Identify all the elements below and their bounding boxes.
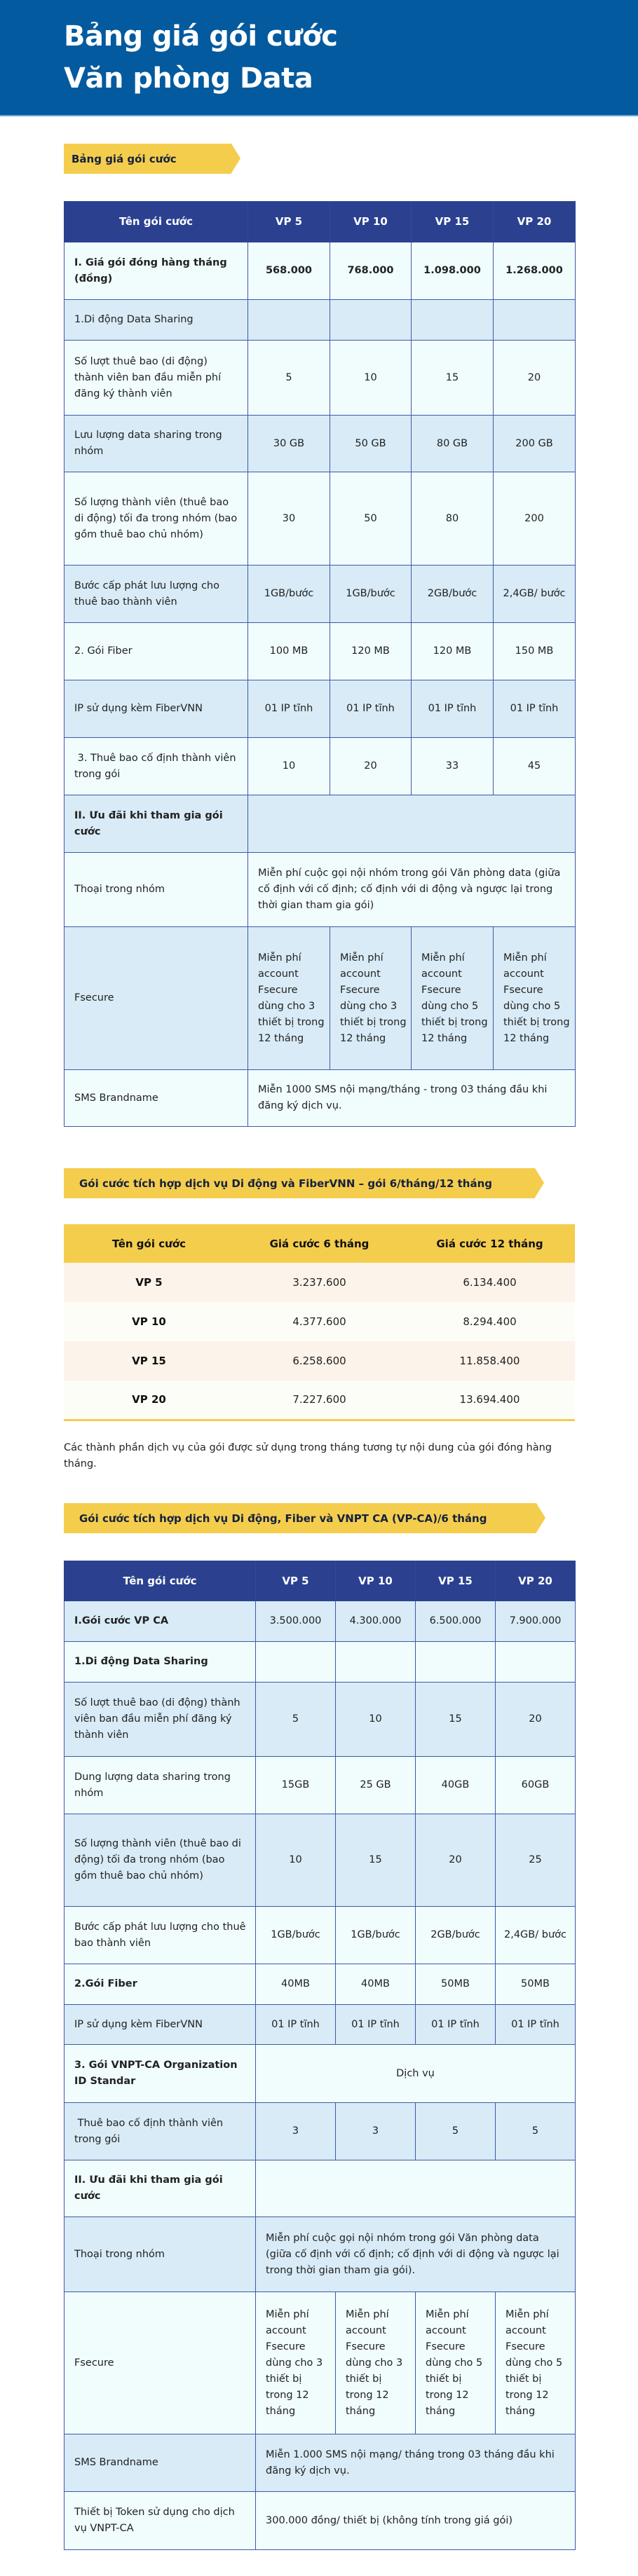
header-cell: VP 20 — [494, 202, 576, 242]
row-label: II. Ưu đãi khi tham gia gói cước — [65, 2160, 256, 2217]
table-row — [65, 2292, 576, 2434]
period-price-table — [64, 1224, 575, 1421]
cell — [336, 1642, 416, 1683]
row-label: 1.Di động Data Sharing — [65, 1642, 256, 1683]
header-cell: VP 5 — [256, 1561, 336, 1601]
table-row — [64, 1263, 575, 1302]
monthly-price-table — [64, 201, 576, 1127]
cell: 1.098.000 — [412, 242, 494, 300]
cell: 10 — [330, 341, 412, 416]
table-row — [65, 680, 576, 738]
table-row — [65, 566, 576, 623]
table-row — [65, 1757, 576, 1814]
cell: 50 — [330, 472, 412, 566]
cell: 200 GB — [494, 416, 576, 472]
cell: 25 GB — [336, 1757, 416, 1814]
cell: 15 — [412, 341, 494, 416]
table-row — [65, 2045, 576, 2103]
cell: 10 — [256, 1814, 336, 1907]
page-banner — [0, 0, 638, 116]
cell: 5 — [496, 2103, 576, 2160]
cell: 1GB/bước — [330, 566, 412, 623]
cell: Miễn phí account Fsecure dùng cho 5 thiết bị trong 12 tháng — [496, 2292, 576, 2434]
header-cell: VP 15 — [416, 1561, 496, 1601]
cell: 3.500.000 — [256, 1601, 336, 1642]
cell: 1GB/bước — [336, 1907, 416, 1964]
cell: 5 — [256, 1683, 336, 1757]
cell: 50MB — [416, 1964, 496, 2005]
price-12-months: 6.134.400 — [405, 1263, 575, 1302]
table-row — [65, 2434, 576, 2492]
row-label: Fsecure — [65, 2292, 256, 2434]
merged-cell: Miễn 1.000 SMS nội mạng/ tháng trong 03 tháng đầu khi đăng ký dịch vụ. — [256, 2434, 576, 2492]
cell: 01 IP tĩnh — [494, 680, 576, 738]
section2-note: Các thành phần dịch vụ của gói được sử dụng trong tháng tương tự nội dung của gói đóng hàng tháng. — [64, 1442, 552, 1469]
row-label: Thoại trong nhóm — [65, 853, 248, 927]
cell: 768.000 — [330, 242, 412, 300]
cell: 20 — [496, 1683, 576, 1757]
row-label: SMS Brandname — [65, 2434, 256, 2492]
cell: 5 — [248, 341, 330, 416]
row-label: Bước cấp phát lưu lượng cho thuê bao thành viên — [65, 1907, 256, 1964]
cell — [256, 1642, 336, 1683]
merged-cell: 300.000 đồng/ thiết bị (không tính trong giá gói) — [256, 2492, 576, 2550]
cell — [412, 300, 494, 341]
table-row — [65, 416, 576, 472]
cell: Miễn phí account Fsecure dùng cho 3 thiết bị trong 12 tháng — [330, 927, 412, 1070]
header-cell: Giá cước 6 tháng — [234, 1224, 405, 1263]
table-row — [65, 738, 576, 795]
table-row — [65, 2103, 576, 2160]
table-row — [65, 300, 576, 341]
header-cell: Giá cước 12 tháng — [405, 1224, 575, 1263]
vp-ca-price-table — [64, 1561, 576, 2550]
cell: 40MB — [336, 1964, 416, 2005]
cell: 01 IP tĩnh — [336, 2005, 416, 2045]
cell: 33 — [412, 738, 494, 795]
cell: 120 MB — [412, 623, 494, 680]
cell: Miễn phí account Fsecure dùng cho 5 thiết bị trong 12 tháng — [416, 2292, 496, 2434]
table-row — [64, 1381, 575, 1420]
empty-cell — [248, 795, 576, 853]
cell: 20 — [416, 1814, 496, 1907]
row-label: IP sử dụng kèm FiberVNN — [65, 2005, 256, 2045]
page-title — [64, 15, 337, 100]
cell: 50 GB — [330, 416, 412, 472]
row-label: I.Gói cước VP CA — [65, 1601, 256, 1642]
cell: 120 MB — [330, 623, 412, 680]
row-label: I. Giá gói đóng hàng tháng (đồng) — [65, 242, 248, 300]
table-row — [65, 472, 576, 566]
cell: 10 — [336, 1683, 416, 1757]
table-row — [65, 2005, 576, 2045]
header-cell: VP 15 — [412, 202, 494, 242]
cell: 01 IP tĩnh — [256, 2005, 336, 2045]
cell: 10 — [248, 738, 330, 795]
cell: 80 GB — [412, 416, 494, 472]
cell — [330, 300, 412, 341]
table-row — [65, 2217, 576, 2292]
package-name: VP 15 — [64, 1341, 234, 1381]
package-name: VP 20 — [64, 1381, 234, 1420]
table-row — [65, 1070, 576, 1127]
price-6-months: 6.258.600 — [234, 1341, 405, 1381]
merged-cell: Dịch vụ — [256, 2045, 576, 2103]
cell: 20 — [330, 738, 412, 795]
cell: 25 — [496, 1814, 576, 1907]
page-title-line2: Văn phòng Data — [64, 62, 313, 95]
row-label: Thoại trong nhóm — [65, 2217, 256, 2292]
table-header-row — [65, 202, 576, 242]
cell: 100 MB — [248, 623, 330, 680]
row-label: Số lượng thành viên (thuê bao di động) tối đa trong nhóm (bao gồm thuê bao chủ nhóm) — [65, 472, 248, 566]
row-label: Fsecure — [65, 927, 248, 1070]
cell — [416, 1642, 496, 1683]
price-12-months: 11.858.400 — [405, 1341, 575, 1381]
table-row — [64, 1302, 575, 1341]
cell: 568.000 — [248, 242, 330, 300]
table-row — [65, 2492, 576, 2550]
table-row — [65, 1642, 576, 1683]
price-6-months: 3.237.600 — [234, 1263, 405, 1302]
cell: 200 — [494, 472, 576, 566]
table-row — [65, 795, 576, 853]
cell: Miễn phí account Fsecure dùng cho 3 thiết bị trong 12 tháng — [336, 2292, 416, 2434]
cell: 40MB — [256, 1964, 336, 2005]
header-cell: VP 20 — [496, 1561, 576, 1601]
table-header-row — [65, 1561, 576, 1601]
row-label: Thiết bị Token sử dụng cho dịch vụ VNPT-CA — [65, 2492, 256, 2550]
cell: 6.500.000 — [416, 1601, 496, 1642]
cell: 3 — [336, 2103, 416, 2160]
cell: 01 IP tĩnh — [496, 2005, 576, 2045]
cell: 40GB — [416, 1757, 496, 1814]
section1-badge — [64, 144, 231, 174]
cell: 60GB — [496, 1757, 576, 1814]
section3-badge-label: Gói cước tích hợp dịch vụ Di động, Fiber và VNPT CA (VP-CA)/6 tháng — [79, 1512, 487, 1525]
row-label: Số lượng thành viên (thuê bao di động) tối đa trong nhóm (bao gồm thuê bao chủ nhóm) — [65, 1814, 256, 1907]
table-row — [65, 1683, 576, 1757]
cell: Miễn phí account Fsecure dùng cho 3 thiết bị trong 12 tháng — [256, 2292, 336, 2434]
cell: 4.300.000 — [336, 1601, 416, 1642]
cell: 30 GB — [248, 416, 330, 472]
cell: Miễn phí account Fsecure dùng cho 3 thiết bị trong 12 tháng — [248, 927, 330, 1070]
cell: 45 — [494, 738, 576, 795]
cell: 50MB — [496, 1964, 576, 2005]
cell: 3 — [256, 2103, 336, 2160]
cell: 01 IP tĩnh — [330, 680, 412, 738]
row-label: 3. Thuê bao cố định thành viên trong gói — [65, 738, 248, 795]
cell: 2,4GB/ bước — [494, 566, 576, 623]
merged-cell: Miễn phí cuộc gọi nội nhóm trong gói Văn phòng data (giữa cố định với cố định; cố định với di động và ngược lại trong thời gian tham gia gói) — [248, 853, 576, 927]
header-cell: Tên gói cước — [65, 1561, 256, 1601]
cell: 2GB/bước — [416, 1907, 496, 1964]
row-label: Dung lượng data sharing trong nhóm — [65, 1757, 256, 1814]
cell: 15GB — [256, 1757, 336, 1814]
row-label: Bước cấp phát lưu lượng cho thuê bao thành viên — [65, 566, 248, 623]
package-name: VP 10 — [64, 1302, 234, 1341]
section2-badge-label: Gói cước tích hợp dịch vụ Di động và FiberVNN – gói 6/tháng/12 tháng — [79, 1177, 493, 1190]
price-12-months: 13.694.400 — [405, 1381, 575, 1420]
cell: 5 — [416, 2103, 496, 2160]
cell: 01 IP tĩnh — [412, 680, 494, 738]
cell: 2GB/bước — [412, 566, 494, 623]
cell — [494, 300, 576, 341]
row-label: 1.Di động Data Sharing — [65, 300, 248, 341]
row-label: Lưu lượng data sharing trong nhóm — [65, 416, 248, 472]
merged-cell: Miễn phí cuộc gọi nội nhóm trong gói Văn phòng data (giữa cố định với cố định; cố định với di động và ngược lại trong thời gian tham gia gói). — [256, 2217, 576, 2292]
section1-badge-label: Bảng giá gói cước — [72, 152, 177, 165]
empty-cell — [256, 2160, 576, 2217]
table-row — [64, 1341, 575, 1381]
cell: 2,4GB/ bước — [496, 1907, 576, 1964]
section3-badge — [64, 1503, 536, 1533]
price-12-months: 8.294.400 — [405, 1302, 575, 1341]
table-row — [65, 927, 576, 1070]
table-row — [65, 1907, 576, 1964]
cell: 15 — [416, 1683, 496, 1757]
package-name: VP 5 — [64, 1263, 234, 1302]
cell — [248, 300, 330, 341]
table-row — [65, 1964, 576, 2005]
table-row — [65, 853, 576, 927]
merged-cell: Miễn 1000 SMS nội mạng/tháng - trong 03 tháng đầu khi đăng ký dịch vụ. — [248, 1070, 576, 1127]
cell: 1GB/bước — [248, 566, 330, 623]
table-row — [65, 623, 576, 680]
header-cell: VP 5 — [248, 202, 330, 242]
row-label: Số lượt thuê bao (di động) thành viên ban đầu miễn phí đăng ký thành viên — [65, 1683, 256, 1757]
section2-badge — [64, 1168, 535, 1198]
cell: 1.268.000 — [494, 242, 576, 300]
row-label: SMS Brandname — [65, 1070, 248, 1127]
table-row — [65, 1601, 576, 1642]
table-row — [65, 1814, 576, 1907]
row-label: 2. Gói Fiber — [65, 623, 248, 680]
row-label: 2.Gói Fiber — [65, 1964, 256, 2005]
table-header-row — [64, 1224, 575, 1263]
cell: 80 — [412, 472, 494, 566]
table-row — [65, 341, 576, 416]
row-label: Thuê bao cố định thành viên trong gói — [65, 2103, 256, 2160]
cell: 7.900.000 — [496, 1601, 576, 1642]
header-cell: Tên gói cước — [64, 1224, 234, 1263]
cell: 150 MB — [494, 623, 576, 680]
cell — [496, 1642, 576, 1683]
header-cell: VP 10 — [330, 202, 412, 242]
row-label: Số lượt thuê bao (di động) thành viên ban đầu miễn phí đăng ký thành viên — [65, 341, 248, 416]
row-label: 3. Gói VNPT-CA Organization ID Standar — [65, 2045, 256, 2103]
row-label: II. Ưu đãi khi tham gia gói cước — [65, 795, 248, 853]
header-cell: VP 10 — [336, 1561, 416, 1601]
cell: Miễn phí account Fsecure dùng cho 5 thiết bị trong 12 tháng — [412, 927, 494, 1070]
table-row — [65, 242, 576, 300]
table-row — [65, 2160, 576, 2217]
cell: 01 IP tĩnh — [416, 2005, 496, 2045]
page-title-line1: Bảng giá gói cước — [64, 20, 338, 53]
cell: 15 — [336, 1814, 416, 1907]
row-label: IP sử dụng kèm FiberVNN — [65, 680, 248, 738]
cell: 01 IP tĩnh — [248, 680, 330, 738]
price-6-months: 7.227.600 — [234, 1381, 405, 1420]
cell: 20 — [494, 341, 576, 416]
cell: Miễn phí account Fsecure dùng cho 5 thiết bị trong 12 tháng — [494, 927, 576, 1070]
price-6-months: 4.377.600 — [234, 1302, 405, 1341]
cell: 1GB/bước — [256, 1907, 336, 1964]
header-cell: Tên gói cước — [65, 202, 248, 242]
cell: 30 — [248, 472, 330, 566]
